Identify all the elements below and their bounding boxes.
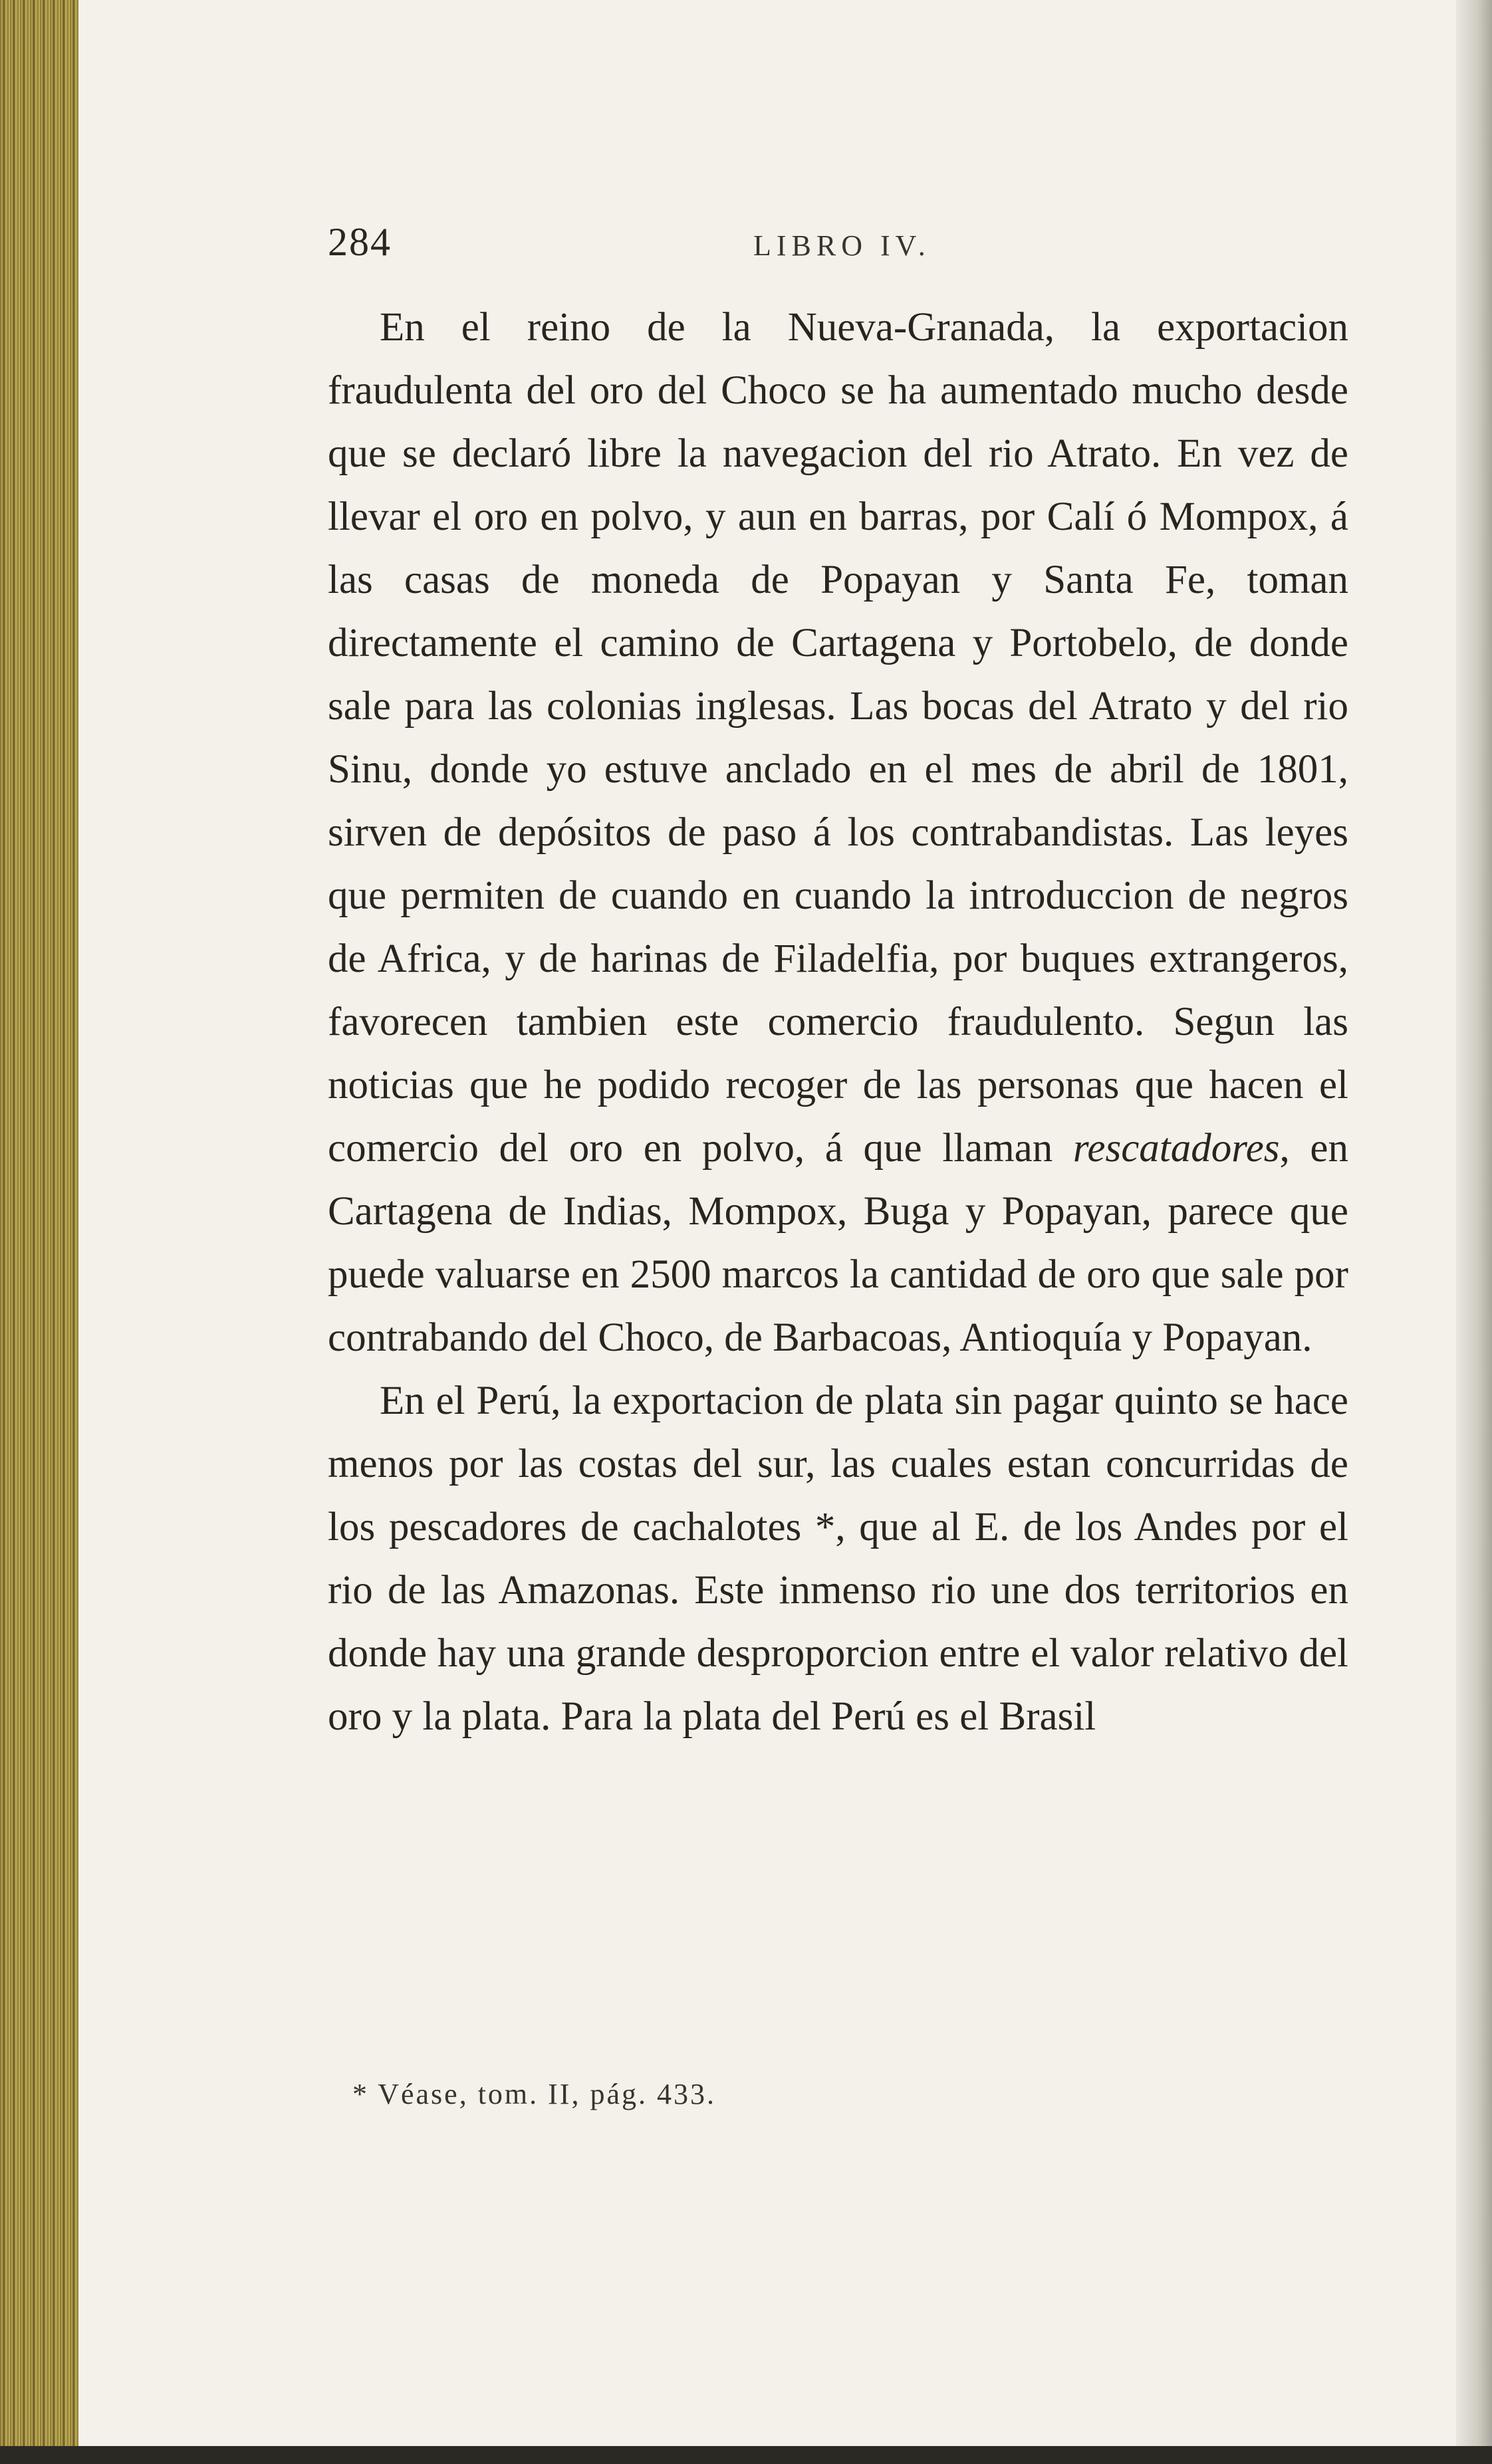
paragraph-1 bbox=[328, 296, 1348, 1369]
paragraph-2: En el Perú, la exportacion de plata sin pagar quinto se hace menos por las costas del sur, las cuales estan concurridas de los pescadores de cachalotes *, que al E. de los Andes por el rio de las Amazonas. Este inmenso rio une dos territorios en donde hay una grande desproporcion entre el valor relativo del oro y la plata. Para la plata del Perú es el Brasil bbox=[328, 1379, 1348, 1739]
bottom-border bbox=[0, 2446, 1492, 2464]
footnote: * Véase, tom. II, pág. 433. bbox=[352, 2078, 716, 2110]
page-edges bbox=[0, 0, 78, 2446]
italic-term: rescatadores bbox=[1072, 1126, 1280, 1171]
page-header bbox=[328, 219, 1352, 279]
paragraph-1-text-end: , en Cartagena de Indias, Mompox, Buga y Popayan, parece que puede valuarse en 2500 marcos la cantidad de oro que sale por contrabando del Choco, de Barbacoas, Antioquía y Popayan. bbox=[328, 1126, 1349, 1360]
running-head: LIBRO IV. bbox=[753, 229, 931, 262]
page-number: 284 bbox=[328, 220, 392, 264]
gutter-shadow bbox=[1456, 0, 1492, 2446]
paragraph-1-text: En el reino de la Nueva-Granada, la exportacion fraudulenta del oro del Choco se ha aumentado mucho desde que se declaró libre la navegacion del rio Atrato. En vez de llevar el oro en polvo, y aun en barras, por Calí ó Mompox, á las casas de moneda de Popayan y Santa Fe, toman directamente el camino de Cartagena y Portobelo, de donde sale para las colonias inglesas. Las bocas del Atrato y del rio Sinu, donde yo estuve anclado en el mes de abril de 1801, sirven de depósitos de paso á los contrabandistas. Las leyes que permiten de cuando en cuando la introduccion de negros de Africa, y de harinas de Filadelfia, por buques extrangeros, favorecen tambien este comercio fraudulento. Segun las noticias que he podido recoger de las personas que hacen el comercio del oro en polvo, á que llaman bbox=[328, 305, 1348, 1171]
body-text bbox=[328, 296, 1348, 2024]
